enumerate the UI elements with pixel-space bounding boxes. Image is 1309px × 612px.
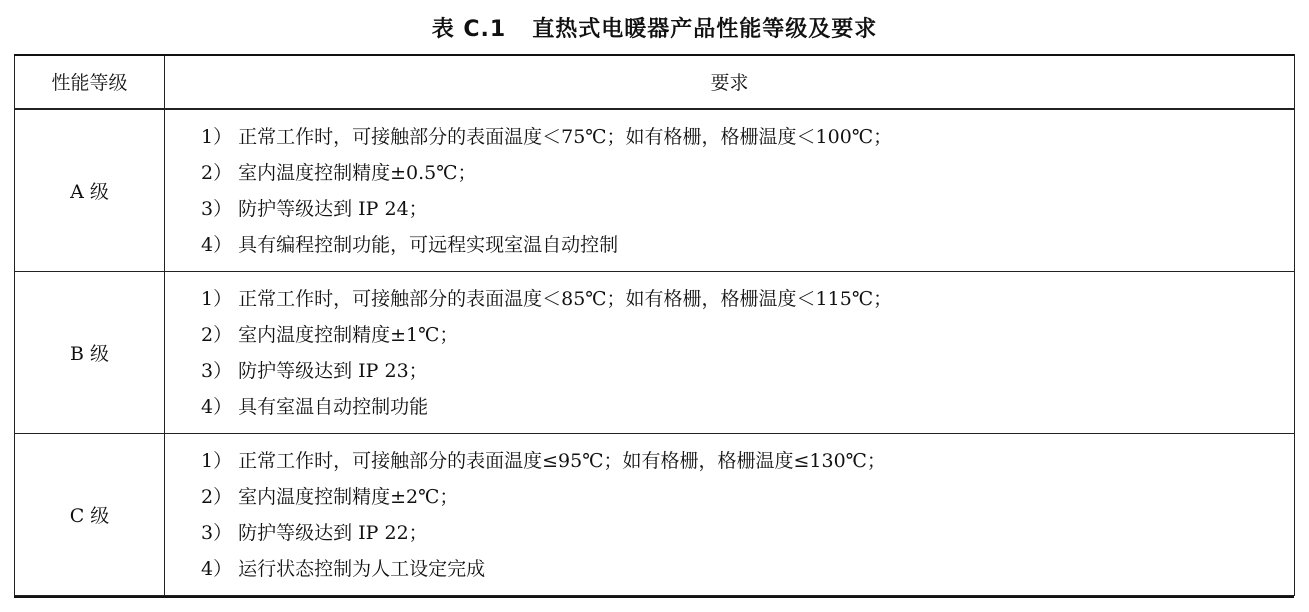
requirement-item: 2） 室内温度控制精度±0.5℃；	[201, 161, 477, 184]
requirement-item: 3） 防护等级达到 IP 22；	[201, 521, 428, 544]
performance-grade-table	[14, 54, 1295, 596]
grade-cell: C 级	[15, 434, 165, 596]
requirement-item: 3） 防护等级达到 IP 24；	[201, 197, 428, 220]
table-header-row	[15, 55, 1295, 110]
table-row-grade-a	[15, 109, 1295, 272]
requirement-item: 4） 运行状态控制为人工设定完成	[201, 557, 486, 580]
requirements-cell	[165, 109, 1295, 272]
table-number: 表 C.1	[431, 17, 507, 42]
grade-cell: A 级	[15, 109, 165, 272]
requirements-cell	[165, 434, 1295, 596]
requirement-item: 1） 正常工作时，可接触部分的表面温度≤95℃；如有格栅，格栅温度≤130℃；	[201, 449, 886, 472]
requirement-item: 3） 防护等级达到 IP 23；	[201, 359, 428, 382]
header-grade: 性能等级	[15, 55, 165, 110]
requirement-item: 4） 具有室温自动控制功能	[201, 395, 429, 418]
grade-cell: B 级	[15, 272, 165, 434]
requirement-item: 4） 具有编程控制功能，可远程实现室温自动控制	[201, 233, 619, 256]
table-title-text: 直热式电暖器产品性能等级及要求	[532, 17, 878, 42]
header-requirements: 要求	[165, 55, 1295, 110]
requirement-item: 1） 正常工作时，可接触部分的表面温度＜75℃；如有格栅，格栅温度＜100℃；	[201, 125, 893, 148]
table-caption	[0, 12, 1309, 43]
requirement-item: 2） 室内温度控制精度±1℃；	[201, 323, 459, 346]
table-row-grade-b	[15, 272, 1295, 434]
requirement-item: 2） 室内温度控制精度±2℃；	[201, 485, 459, 508]
requirement-item: 1） 正常工作时，可接触部分的表面温度＜85℃；如有格栅，格栅温度＜115℃；	[201, 287, 893, 310]
table-row-grade-c	[15, 434, 1295, 596]
requirements-cell	[165, 272, 1295, 434]
